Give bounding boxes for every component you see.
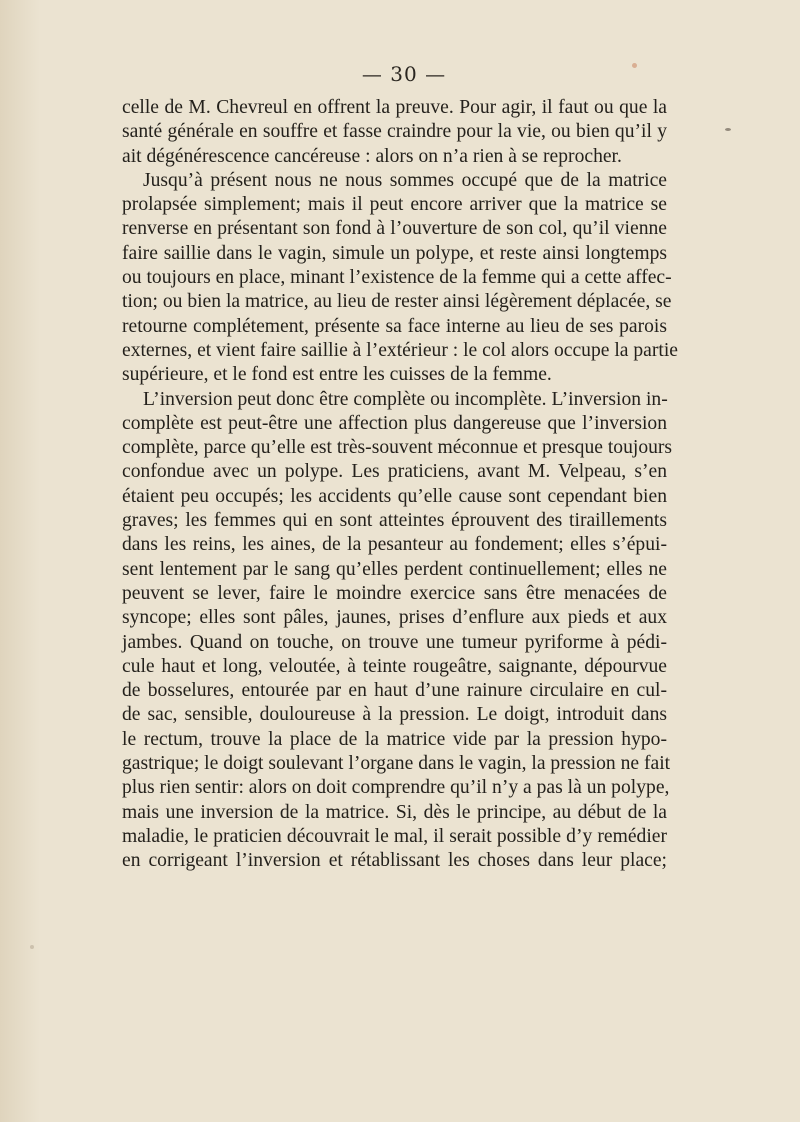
text-line: sent lentement par le sang qu’elles perdent continuellement; elles ne [122, 558, 667, 580]
paper-speck [632, 63, 637, 68]
text-line: peuvent se lever, faire le moindre exercice sans être menacées de [122, 582, 667, 604]
text-line: étaient peu occupés; les accidents qu’elle cause sont cependant bien [122, 485, 667, 507]
text-line: cule haut et long, veloutée, à teinte rougeâtre, saignante, dépourvue [122, 655, 667, 677]
text-line: faire saillie dans le vagin, simule un polype, et reste ainsi longtemps [122, 242, 667, 264]
text-line: tion; ou bien la matrice, au lieu de rester ainsi légèrement déplacée, se [122, 291, 672, 313]
text-line: syncope; elles sont pâles, jaunes, prises d’enflure aux pieds et aux [122, 607, 667, 629]
text-line: Jusqu’à présent nous ne nous sommes occupé que de la matrice [143, 169, 667, 191]
text-line: graves; les femmes qui en sont atteintes éprouvent des tiraillements [122, 510, 667, 532]
text-line: dans les reins, les aines, de la pesanteur au fondement; elles s’épui- [122, 534, 667, 556]
text-line: de bosselures, entourée par en haut d’une rainure circulaire en cul- [122, 680, 667, 702]
paper-speck [30, 945, 34, 949]
text-line: supérieure, et le fond est entre les cuisses de la femme. [122, 364, 552, 386]
text-line: prolapsée simplement; mais il peut encore arriver que la matrice se [122, 194, 667, 216]
text-line: en corrigeant l’inversion et rétablissant les choses dans leur place; [122, 850, 667, 872]
text-line: celle de M. Chevreul en offrent la preuve. Pour agir, il faut ou que la [122, 97, 667, 118]
text-line: externes, et vient faire saillie à l’extérieur : le col alors occupe la partie [122, 339, 678, 361]
text-line: mais une inversion de la matrice. Si, dès le principe, au début de la [122, 801, 667, 823]
text-line: ait dégénérescence cancéreuse : alors on n’a rien à se reprocher. [122, 145, 622, 167]
text-line: ou toujours en place, minant l’existence de la femme qui a cette affec- [122, 267, 672, 289]
text-line: plus rien sentir: alors on doit comprendre qu’il n’y a pas là un polype, [122, 777, 670, 799]
text-line: renverse en présentant son fond à l’ouverture de son col, qu’il vienne [122, 218, 667, 240]
text-line: L’inversion peut donc être complète ou incomplète. L’inversion in- [143, 388, 668, 410]
paper-speck [725, 128, 731, 131]
text-line: complète, parce qu’elle est très-souvent méconnue et presque toujours [122, 437, 673, 459]
text-line: santé générale en souffre et fasse craindre pour la vie, ou bien qu’il y [122, 121, 667, 143]
text-line: maladie, le praticien découvrait le mal, il serait possible d’y remédier [122, 825, 667, 847]
text-line: complète est peut-être une affection plus dangereuse que l’inversion [122, 412, 667, 434]
page-number: — 30 — [361, 62, 447, 86]
text-line: confondue avec un polype. Les praticiens, avant M. Velpeau, s’en [122, 461, 667, 483]
body-text [122, 96, 678, 874]
text-line: jambes. Quand on touche, on trouve une tumeur pyriforme à pédi- [122, 631, 667, 653]
text-line: le rectum, trouve la place de la matrice vide par la pression hypo- [122, 728, 667, 750]
text-line: de sac, sensible, douloureuse à la pression. Le doigt, introduit dans [122, 704, 667, 726]
text-line: retourne complétement, présente sa face interne au lieu de ses parois [122, 315, 667, 337]
text-line: gastrique; le doigt soulevant l’organe dans le vagin, la pression ne fait [122, 753, 671, 775]
